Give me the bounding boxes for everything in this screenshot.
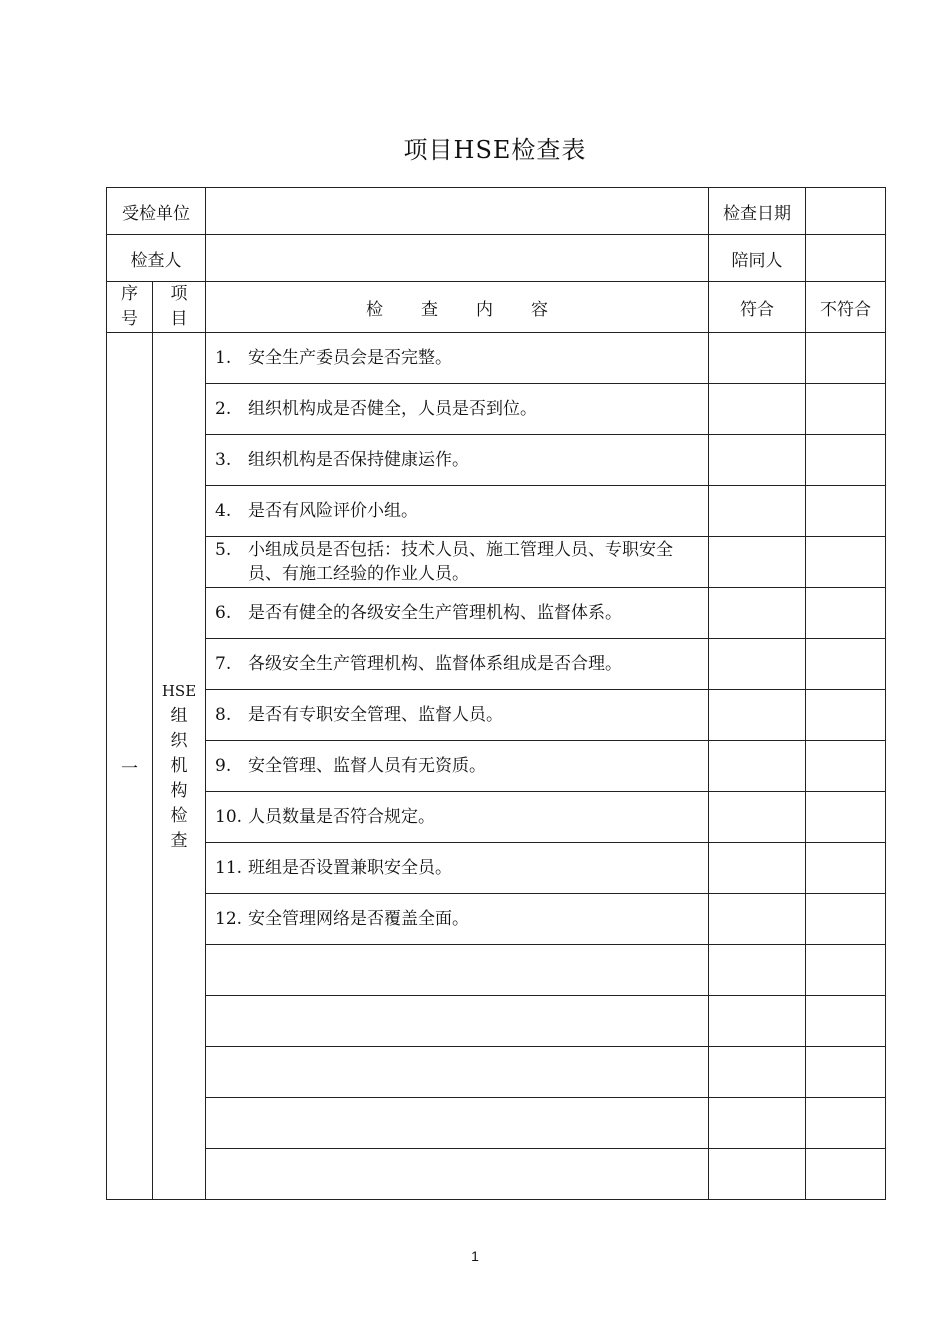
- fail-cell[interactable]: [806, 588, 886, 639]
- inspector-value-field[interactable]: [206, 235, 709, 282]
- check-item-text: 组织机构是否保持健康运作。: [248, 450, 469, 470]
- pass-cell[interactable]: [709, 792, 806, 843]
- fail-cell[interactable]: [806, 1149, 886, 1200]
- check-item-line: [215, 538, 708, 586]
- check-item: [206, 741, 709, 792]
- pass-cell[interactable]: [709, 1047, 806, 1098]
- check-item: [206, 639, 709, 690]
- check-item-line: [215, 601, 708, 625]
- check-item: [206, 894, 709, 945]
- fail-cell[interactable]: [806, 792, 886, 843]
- fail-cell[interactable]: [806, 435, 886, 486]
- table-row: [107, 1098, 886, 1149]
- check-item: [206, 945, 709, 996]
- fail-cell[interactable]: [806, 486, 886, 537]
- check-item-line: [215, 448, 708, 472]
- table-row: [107, 690, 886, 741]
- table-row: [107, 384, 886, 435]
- check-item-line: [215, 805, 708, 829]
- page-number: 1: [471, 1248, 479, 1264]
- check-item-text: 安全管理、监督人员有无资质。: [248, 756, 486, 776]
- section-item-char: 构: [170, 780, 188, 801]
- check-item-number: 5.: [215, 540, 232, 560]
- fail-cell[interactable]: [806, 741, 886, 792]
- table-row: [107, 537, 886, 588]
- pass-cell[interactable]: [709, 1098, 806, 1149]
- check-item-text: 人员数量是否符合规定。: [248, 807, 435, 827]
- document-title: 项目HSE检查表: [403, 136, 587, 164]
- fail-cell[interactable]: [806, 333, 886, 384]
- fail-cell[interactable]: [806, 996, 886, 1047]
- date-label: 检查日期: [709, 188, 806, 235]
- fail-header: 不符合: [806, 282, 886, 333]
- check-item-text: 安全管理网络是否覆盖全面。: [248, 909, 469, 929]
- check-item-line: [215, 346, 708, 370]
- check-item-line: [215, 703, 708, 727]
- table-row: [107, 639, 886, 690]
- check-item: [206, 588, 709, 639]
- check-item-line: [215, 856, 708, 880]
- check-item-text: 小组成员是否包括：技术人员、施工管理人员、专职安全员、有施工经验的作业人员。: [248, 540, 673, 584]
- companion-label: 陪同人: [709, 235, 806, 282]
- check-item-number: 10.: [215, 807, 243, 827]
- check-item: [206, 435, 709, 486]
- section-item-char: 检: [170, 805, 188, 826]
- check-item: [206, 996, 709, 1047]
- check-item-number: 9.: [215, 756, 232, 776]
- check-item: [206, 333, 709, 384]
- check-item-text: 是否有专职安全管理、监督人员。: [248, 705, 503, 725]
- item-header: [153, 282, 206, 333]
- check-item: [206, 1047, 709, 1098]
- section-item-char: 查: [170, 830, 188, 851]
- check-item-line: [215, 907, 708, 931]
- table-row: [107, 435, 886, 486]
- pass-cell[interactable]: [709, 588, 806, 639]
- fail-cell[interactable]: [806, 384, 886, 435]
- section-seq: 一: [107, 333, 153, 1200]
- section-item-char: 机: [170, 755, 188, 776]
- pass-cell[interactable]: [709, 741, 806, 792]
- table-row: [107, 741, 886, 792]
- fail-cell[interactable]: [806, 1098, 886, 1149]
- table-row: [107, 843, 886, 894]
- check-item-number: 11.: [215, 858, 243, 878]
- table-row: [107, 1047, 886, 1098]
- fail-cell[interactable]: [806, 639, 886, 690]
- check-item-number: 4.: [215, 501, 232, 521]
- check-item-text: 班组是否设置兼职安全员。: [248, 858, 452, 878]
- item-header-char: 项: [170, 284, 188, 304]
- check-item-text: 安全生产委员会是否完整。: [248, 348, 452, 368]
- seq-header-char: 号: [121, 309, 138, 329]
- fail-cell[interactable]: [806, 537, 886, 588]
- content-header: [206, 282, 709, 333]
- check-item-line: [215, 397, 708, 421]
- section-item-char: 组: [170, 705, 188, 726]
- check-item: [206, 843, 709, 894]
- check-item-number: 12.: [215, 909, 243, 929]
- header-row-unit: [107, 188, 886, 235]
- date-value-field[interactable]: [806, 188, 886, 235]
- check-item: [206, 1098, 709, 1149]
- unit-value-field[interactable]: [206, 188, 709, 235]
- check-item-text: 各级安全生产管理机构、监督体系组成是否合理。: [248, 654, 622, 674]
- fail-cell[interactable]: [806, 1047, 886, 1098]
- table-row: [107, 486, 886, 537]
- check-item: [206, 792, 709, 843]
- check-item-number: 8.: [215, 705, 232, 725]
- section-item-char: 织: [170, 730, 188, 751]
- inspector-label: 检查人: [107, 235, 206, 282]
- pass-cell[interactable]: [709, 996, 806, 1047]
- inspection-table: [106, 187, 886, 1200]
- seq-header: [107, 282, 153, 333]
- unit-label: 受检单位: [107, 188, 206, 235]
- pass-cell[interactable]: [709, 486, 806, 537]
- check-item-number: 2.: [215, 399, 232, 419]
- check-item-line: [215, 754, 708, 778]
- pass-cell[interactable]: [709, 945, 806, 996]
- fail-cell[interactable]: [806, 894, 886, 945]
- check-item: [206, 486, 709, 537]
- seq-header-char: 序: [121, 284, 138, 304]
- column-header-row: [107, 282, 886, 333]
- pass-cell[interactable]: [709, 690, 806, 741]
- check-item-number: 7.: [215, 654, 232, 674]
- pass-cell[interactable]: [709, 894, 806, 945]
- pass-cell[interactable]: [709, 843, 806, 894]
- table-row: [107, 333, 886, 384]
- table-row: [107, 792, 886, 843]
- table-row: [107, 945, 886, 996]
- companion-value-field[interactable]: [806, 235, 886, 282]
- check-item: [206, 537, 709, 588]
- check-item: [206, 1149, 709, 1200]
- fail-cell[interactable]: [806, 843, 886, 894]
- check-item-line: [215, 499, 708, 523]
- pass-cell[interactable]: [709, 435, 806, 486]
- check-item-line: [215, 652, 708, 676]
- pass-cell[interactable]: [709, 537, 806, 588]
- table-row: [107, 588, 886, 639]
- check-item: [206, 384, 709, 435]
- section-item-char: HSE: [161, 681, 197, 700]
- pass-header: 符合: [709, 282, 806, 333]
- table-row: [107, 1149, 886, 1200]
- fail-cell[interactable]: [806, 690, 886, 741]
- pass-cell[interactable]: [709, 384, 806, 435]
- check-item-text: 是否有健全的各级安全生产管理机构、监督体系。: [248, 603, 622, 623]
- pass-cell[interactable]: [709, 639, 806, 690]
- table-row: [107, 996, 886, 1047]
- pass-cell[interactable]: [709, 333, 806, 384]
- section-item: [153, 333, 206, 1200]
- header-row-inspector: [107, 235, 886, 282]
- check-item-text: 是否有风险评价小组。: [248, 501, 418, 521]
- check-item-number: 1.: [215, 348, 232, 368]
- content-header-label: 检查内容: [366, 299, 586, 320]
- check-item: [206, 690, 709, 741]
- check-item-text: 组织机构成是否健全，人员是否到位。: [248, 399, 537, 419]
- table-row: [107, 894, 886, 945]
- fail-cell[interactable]: [806, 945, 886, 996]
- check-item-number: 6.: [215, 603, 232, 623]
- pass-cell[interactable]: [709, 1149, 806, 1200]
- item-header-char: 目: [170, 309, 188, 329]
- check-item-number: 3.: [215, 450, 232, 470]
